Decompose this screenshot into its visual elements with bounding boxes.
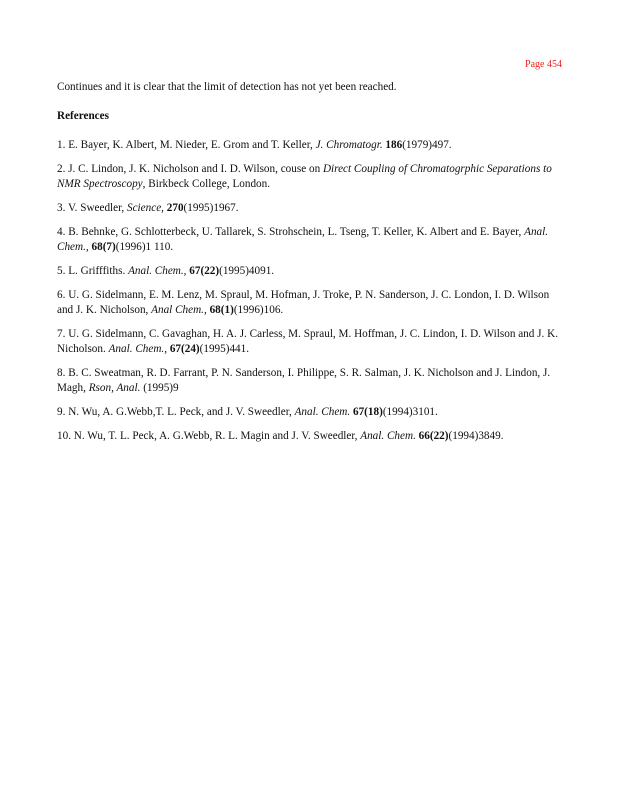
reference-item-6 xyxy=(57,288,567,318)
reference-number: 2. xyxy=(57,163,66,175)
reference-authors: V. Sweedler, xyxy=(68,202,127,214)
reference-details: (1995)441. xyxy=(199,343,250,355)
reference-item-2 xyxy=(57,162,567,192)
reference-list xyxy=(57,138,567,444)
reference-number: 7. xyxy=(57,328,66,340)
reference-issue: (22) xyxy=(200,265,220,277)
reference-volume: 186 xyxy=(385,139,403,151)
reference-item-1 xyxy=(57,138,567,153)
reference-item-7 xyxy=(57,327,567,357)
reference-details: , Birkbeck College, London. xyxy=(142,178,271,190)
reference-number: 9. xyxy=(57,406,66,418)
reference-number: 1. xyxy=(57,139,66,151)
reference-journal: Anal Chem., xyxy=(151,304,207,316)
reference-volume: 68 xyxy=(209,304,221,316)
reference-issue: (1) xyxy=(220,304,234,316)
references-heading: References xyxy=(57,110,109,122)
reference-volume: 67 xyxy=(189,265,201,277)
reference-authors: L. Grifffiths. xyxy=(68,265,129,277)
reference-item-4 xyxy=(57,225,567,255)
reference-authors: E. Bayer, K. Albert, M. Nieder, E. Grom and T. Keller, xyxy=(68,139,316,151)
reference-authors: U. G. Sidelmann, C. Gavaghan, H. A. J. Carless, M. Spraul, M. Hoffman, J. C. Lindon, I. D. Wilson and J. K. Nicholson. xyxy=(57,328,558,355)
reference-item-9 xyxy=(57,405,567,420)
document-body xyxy=(57,80,567,453)
reference-journal: J. Chromatogr. xyxy=(315,139,383,151)
reference-journal: Anal. Chem., xyxy=(108,343,168,355)
reference-journal: Anal. Chem. xyxy=(360,430,416,442)
reference-authors: J. C. Lindon, J. K. Nicholson and I. D. Wilson, couse on xyxy=(68,163,323,175)
reference-issue: (22) xyxy=(429,430,449,442)
reference-details: (1994)3101. xyxy=(382,406,438,418)
reference-volume: 66 xyxy=(418,430,430,442)
reference-details: (1995)9 xyxy=(140,382,179,394)
reference-issue: (24) xyxy=(181,343,200,355)
reference-details: (1995)4091. xyxy=(219,265,275,277)
reference-item-5 xyxy=(57,264,567,279)
reference-details: (1995)1967. xyxy=(183,202,239,214)
reference-authors: N. Wu, A. G.Webb,T. L. Peck, and J. V. Sweedler, xyxy=(68,406,295,418)
reference-issue: (18) xyxy=(364,406,383,418)
reference-details: (1994)3849. xyxy=(448,430,504,442)
reference-journal: Anal. Chem. xyxy=(294,406,351,418)
reference-journal: Rson, Anal. xyxy=(88,382,141,394)
reference-number: 10. xyxy=(57,430,71,442)
reference-authors: B. Behnke, G. Schlotterbeck, U. Tallarek, S. Strohschein, L. Tseng, T. Keller, K. Albert and E. Bayer, xyxy=(68,226,525,238)
reference-details: (1979)497. xyxy=(402,139,452,151)
reference-item-8 xyxy=(57,366,567,396)
reference-journal: Anal. Chem., xyxy=(57,226,549,253)
reference-item-10 xyxy=(57,429,567,444)
reference-journal: Anal. Chem., xyxy=(128,265,187,277)
reference-title: Direct Coupling of Chromatogrphic Separations to NMR Spectroscopy xyxy=(57,163,552,190)
reference-item-3 xyxy=(57,201,567,216)
reference-number: 8. xyxy=(57,367,66,379)
reference-volume: 68 xyxy=(91,241,103,253)
reference-issue: (7) xyxy=(102,241,116,253)
intro-paragraph: Continues and it is clear that the limit of detection has not yet been reached. xyxy=(57,81,397,93)
reference-number: 5. xyxy=(57,265,66,277)
reference-authors: N. Wu, T. L. Peck, A. G.Webb, R. L. Magin and J. V. Sweedler, xyxy=(73,430,361,442)
reference-volume: 67 xyxy=(169,343,181,355)
reference-volume: 67 xyxy=(352,406,365,418)
reference-details: (1996)106. xyxy=(233,304,284,316)
reference-journal: Science, xyxy=(127,202,164,214)
reference-number: 3. xyxy=(57,202,66,214)
reference-volume: 270 xyxy=(166,202,184,214)
reference-number: 6. xyxy=(57,289,66,301)
reference-authors: B. C. Sweatman, R. D. Farrant, P. N. Sanderson, I. Philippe, S. R. Salman, J. K. Nicholson and J. Lindon, J. Magh, xyxy=(57,367,551,394)
reference-authors: U. G. Sidelmann, E. M. Lenz, M. Spraul, M. Hofman, J. Troke, P. N. Sanderson, J. C. London, I. D. Wilson and J. K. Nicholson, xyxy=(57,289,550,316)
reference-number: 4. xyxy=(57,226,66,238)
reference-details: (1996)1 110. xyxy=(115,241,174,253)
page-number: Page 454 xyxy=(525,59,562,70)
